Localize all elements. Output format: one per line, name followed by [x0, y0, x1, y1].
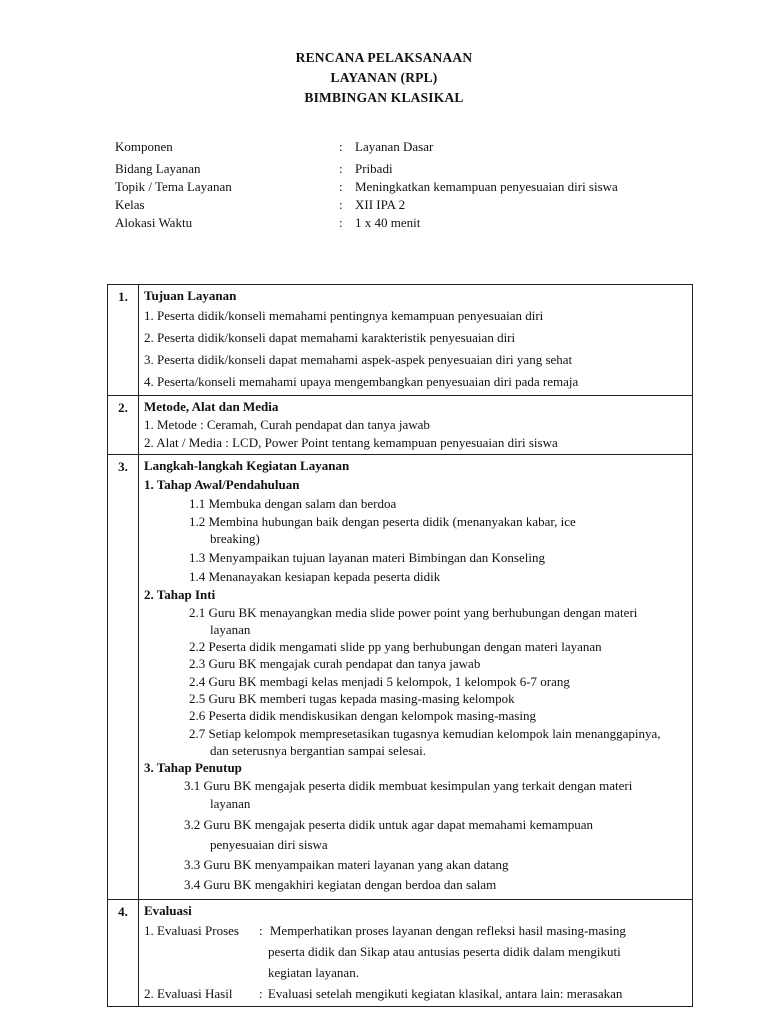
- subsection-title-awal: 1. Tahap Awal/Pendahuluan: [144, 477, 300, 492]
- section-title: Tujuan Layanan: [144, 288, 237, 303]
- list-item: 4. Peserta/konseli memahami upaya mengembangkan penyesuaian diri pada remaja: [144, 374, 579, 389]
- meta-key: Topik / Tema Layanan: [115, 179, 232, 194]
- section-body: [139, 396, 693, 455]
- list-item: 1.3 Menyampaikan tujuan layanan materi Bimbingan dan Konseling: [189, 549, 545, 565]
- list-item: 1.1 Membuka dengan salam dan berdoa: [189, 496, 397, 511]
- title-line-3: BIMBINGAN KLASIKAL: [304, 90, 464, 105]
- section-title: Langkah-langkah Kegiatan Layanan: [144, 458, 350, 473]
- section-row-langkah: [108, 455, 693, 900]
- section-body: [139, 455, 693, 900]
- list-item: 1. Peserta didik/konseli memahami pentingnya kemampuan penyesuaian diri: [144, 308, 544, 323]
- evaluasi-hasil: [144, 983, 688, 1004]
- list-item: 2.4 Guru BK membagi kelas menjadi 5 kelompok, 1 kelompok 6-7 orang: [189, 673, 570, 689]
- list-item: 1.2 Membina hubungan baik dengan peserta didik (menanyakan kabar, ice breaking): [189, 514, 576, 547]
- meta-sep: :: [339, 215, 343, 230]
- subsection-title-penutup: 3. Tahap Penutup: [144, 760, 242, 776]
- meta-key: Alokasi Waktu: [115, 215, 193, 230]
- list-item: 1.4 Menanayakan kesiapan kepada peserta didik: [189, 568, 441, 584]
- evaluasi-hasil-sep: :: [259, 986, 263, 1001]
- section-number: 4.: [108, 900, 139, 1007]
- list-item: 2.7 Setiap kelompok mempresetasikan tugasnya kemudian kelompok lain menanggapinya, dan seterusnya bergantian sampai selesai.: [189, 725, 661, 758]
- meta-row-alokasi: [115, 214, 715, 232]
- evaluasi-proses-line-1: Memperhatikan proses layanan dengan refleksi hasil masing-masing: [269, 923, 626, 938]
- document-title: [0, 48, 768, 108]
- list-item: 3. Peserta didik/konseli dapat memahami aspek-aspek penyesuaian diri yang sehat: [144, 352, 573, 367]
- subsection-title-inti: 2. Tahap Inti: [144, 586, 216, 602]
- list-item: 2.2 Peserta didik mengamati slide pp yang berhubungan dengan materi layanan: [189, 639, 602, 655]
- meta-row-kelas: [115, 196, 715, 214]
- section-row-evaluasi: [108, 900, 693, 1007]
- section-body: [139, 900, 693, 1007]
- evaluasi-hasil-text: Evaluasi setelah mengikuti kegiatan klasikal, antara lain: merasakan: [267, 986, 623, 1001]
- section-row-tujuan: [108, 285, 693, 396]
- section-title: Metode, Alat dan Media: [144, 399, 279, 414]
- list-item: 2.1 Guru BK menayangkan media slide power point yang berhubungan dengan materi layanan: [189, 604, 638, 637]
- section-row-metode: [108, 396, 693, 455]
- list-item: 2.6 Peserta didik mendiskusikan dengan kelompok masing-masing: [189, 708, 536, 724]
- section-number: 2.: [108, 396, 139, 455]
- meta-row-komponen: [115, 138, 715, 160]
- section-number: 1.: [108, 285, 139, 396]
- list-item: 2.5 Guru BK memberi tugas kepada masing-masing kelompok: [189, 691, 515, 707]
- list-item: 3.4 Guru BK mengakhiri kegiatan dengan berdoa dan salam: [184, 876, 497, 892]
- meta-sep: :: [339, 179, 343, 194]
- list-item: 1. Metode : Ceramah, Curah pendapat dan tanya jawab: [144, 417, 430, 432]
- section-title: Evaluasi: [144, 903, 192, 918]
- list-item: 3.2 Guru BK mengajak peserta didik untuk agar dapat memahami kemampuan penyesuaian diri siswa: [184, 817, 594, 853]
- meta-sep: :: [339, 197, 343, 212]
- rpl-table: [107, 284, 693, 1007]
- meta-value: XII IPA 2: [355, 197, 406, 212]
- meta-sep: :: [339, 161, 343, 176]
- evaluasi-proses-line-3: kegiatan layanan.: [268, 965, 359, 980]
- meta-row-topik: [115, 178, 715, 196]
- list-item: 2.3 Guru BK mengajak curah pendapat dan tanya jawab: [189, 656, 481, 672]
- meta-info: [115, 138, 715, 232]
- list-item: 3.3 Guru BK menyampaikan materi layanan yang akan datang: [184, 857, 509, 873]
- title-line-1: RENCANA PELAKSANAAN: [295, 50, 473, 65]
- meta-value: 1 x 40 menit: [355, 215, 421, 230]
- meta-sep: :: [339, 139, 343, 154]
- meta-value: Layanan Dasar: [355, 139, 434, 154]
- list-item: 2. Alat / Media : LCD, Power Point tentang kemampuan penyesuaian diri siswa: [144, 434, 558, 450]
- title-line-2: LAYANAN (RPL): [330, 70, 438, 85]
- list-item: 2. Peserta didik/konseli dapat memahami karakteristik penyesuaian diri: [144, 330, 516, 345]
- evaluasi-proses-label: 1. Evaluasi Proses: [144, 923, 239, 938]
- meta-key: Komponen: [115, 139, 173, 154]
- section-body: [139, 285, 693, 396]
- meta-row-bidang: [115, 160, 715, 178]
- section-number: 3.: [108, 455, 139, 900]
- evaluasi-proses-line-2: peserta didik dan Sikap atau antusias peserta didik dalam mengikuti: [268, 944, 621, 959]
- meta-key: Bidang Layanan: [115, 161, 201, 176]
- list-item: 3.1 Guru BK mengajak peserta didik membuat kesimpulan yang terkait dengan materi layanan: [184, 778, 633, 812]
- meta-value: Pribadi: [355, 161, 393, 176]
- evaluasi-proses-sep: :: [259, 923, 263, 938]
- evaluasi-hasil-label: 2. Evaluasi Hasil: [144, 986, 233, 1001]
- evaluasi-proses: [144, 920, 688, 983]
- meta-value: Meningkatkan kemampuan penyesuaian diri siswa: [355, 179, 618, 194]
- meta-key: Kelas: [115, 197, 145, 212]
